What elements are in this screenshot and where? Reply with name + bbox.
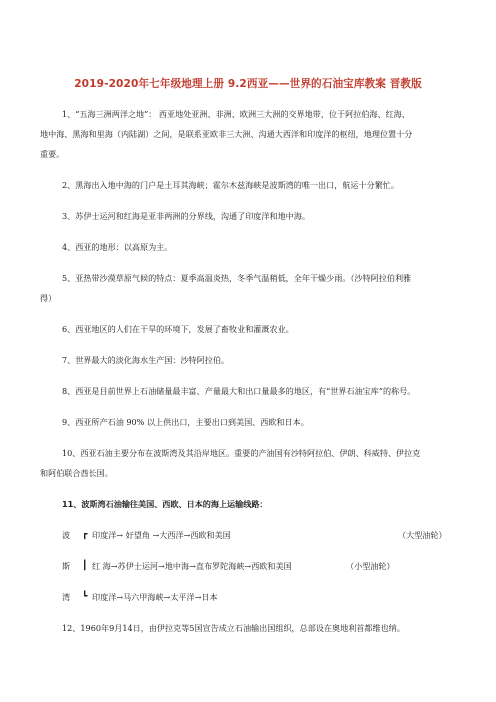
route-path: 印度洋→马六甲海峡→太平洋→日本 [92, 592, 218, 602]
route-path: 红 海→苏伊士运河→地中海→直布罗陀海峡→西欧和美国 [92, 561, 292, 571]
bracket-bottom-glyph: ┗ [82, 592, 88, 602]
paragraph-1-line-2: 地中海、黑海和里海（内陆湖）之间，是联系亚欧非三大洲、沟通大西洋和印度洋的枢纽，地理位置十分 [40, 129, 413, 139]
route-row-3 [62, 589, 472, 606]
paragraph-5-line-1: 5、亚热带沙漠草原气候的特点：夏季高温炎热，冬季气温稍低，全年干燥少雨。（沙特阿拉伯利雅 [62, 273, 412, 283]
paragraph-5-line-2: 得） [40, 293, 57, 303]
paragraph-1-line-1: 1、“五海三洲两洋之地”： 西亚地处亚洲、非洲、欧洲三大洲的交界地带，位于阿拉伯海、红海、 [62, 109, 410, 119]
paragraph-3: 3、苏伊士运河和红海是亚非两洲的分界线，沟通了印度洋和地中海。 [62, 211, 310, 221]
paragraph-9: 9、西亚所产石油 90% 以上供出口，主要出口到美国、西欧和日本。 [62, 417, 309, 427]
paragraph-6: 6、西亚地区的人们在干旱的环境下，发展了畜牧业和灌溉农业。 [62, 324, 294, 334]
route-note: （大型油轮） [398, 530, 447, 540]
paragraph-8: 8、西亚是目前世界上石油储量最丰富、产量最大和出口量最多的地区，有“世界石油宝库”的称号。 [62, 386, 416, 396]
route-lead-char: 斯 [62, 561, 71, 571]
route-lead-char: 波 [62, 530, 71, 540]
document-title [40, 76, 456, 91]
route-row-2 [62, 558, 472, 575]
paragraph-4: 4、西亚的地形：以高原为主。 [62, 242, 173, 252]
route-path: 印度洋→ 好望角 →大西洋→西欧和美国 [92, 530, 231, 540]
paragraph-10-line-2: 和阿伯联合酋长国。 [40, 468, 113, 478]
route-row-1 [62, 527, 472, 544]
title-year: 2019-2020 [74, 78, 139, 90]
paragraph-7: 7、世界最大的淡化海水生产国：沙特阿拉伯。 [62, 355, 230, 365]
paragraph-11-heading: 11、波斯湾石油输往美国、西欧、日本的海上运输线路： [62, 499, 268, 509]
bracket-middle-glyph: ┃ [82, 561, 88, 571]
paragraph-2: 2、黑海出入地中海的门户是土耳其海峡；霍尔木兹海峡是波斯湾的唯一出口，航运十分繁忙。 [62, 180, 399, 190]
paragraph-1-line-3: 重要。 [40, 149, 65, 159]
route-note: （小型油轮） [346, 561, 395, 571]
route-lead-char: 湾 [62, 592, 71, 602]
paragraph-12: 12、1960年9月14日，由伊拉克等5国宣告成立石油输出国组织，总部设在奥地利首都维也纳。 [62, 623, 405, 633]
paragraph-10-line-1: 10、西亚石油主要分布在波斯湾及其沿岸地区。重要的产油国有沙特阿拉伯、伊朗、科威特、伊拉克 [62, 448, 421, 458]
bracket-top-glyph: ┏ [82, 530, 88, 540]
title-main: 年七年级地理上册 9.2西亚——世界的石油宝库教案 晋教版 [138, 78, 422, 90]
